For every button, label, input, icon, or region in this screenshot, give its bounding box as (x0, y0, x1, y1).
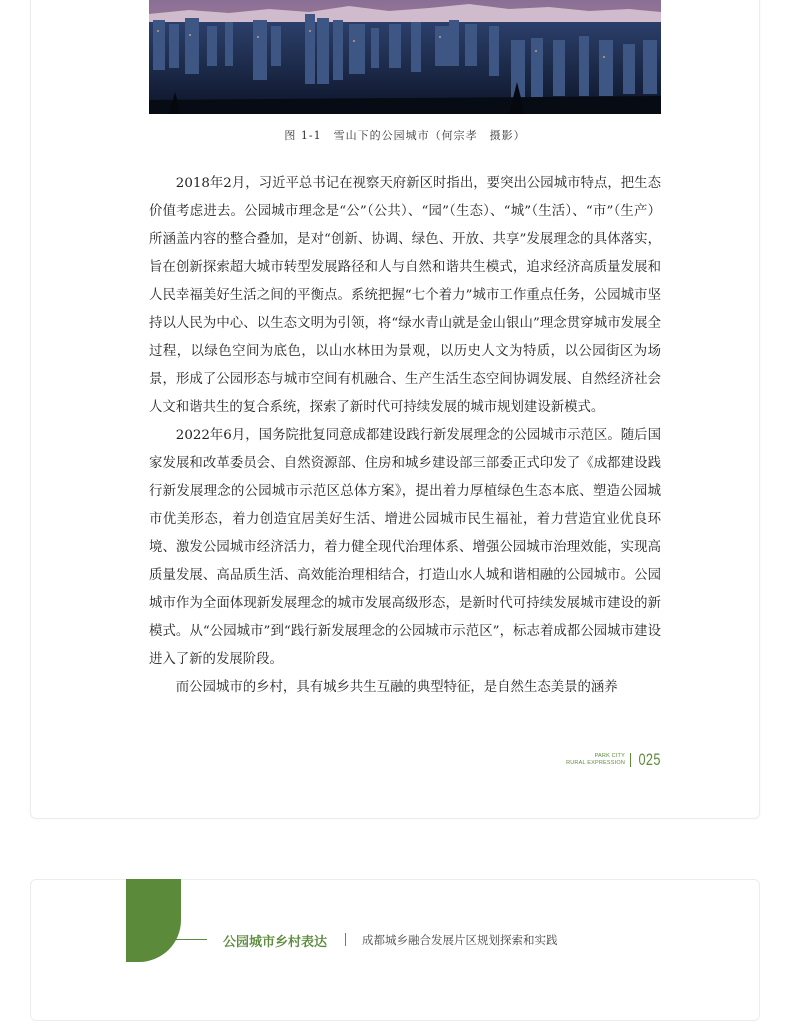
folio-line-1: PARK CITY (594, 753, 625, 759)
page-folio (540, 750, 661, 772)
folio-line-2: RURAL EXPRESSION (566, 760, 625, 766)
paragraph: 而公园城市的乡村，具有城乡共生互融的典型特征，是自然生态美景的涵养 (175, 680, 618, 695)
body-text (149, 170, 661, 702)
figure-caption: 图 1-1 雪山下的公园城市（何宗孝 摄影） (284, 129, 526, 142)
paragraph: 2022年6月，国务院批复同意成都建设践行新发展理念的公园城市示范区。随后国家发展和改革委员会、自然资源部、住房和城乡建设部三部委正式印发了《成都建设践行新发展理念的公园城市示范区总体方案》，提出着力厚植绿色生态本底、塑造公园城市优美形态，着力创造宜居美好生活、增进公园城市民生福祉，着力营造宜业优良环境、激发公园城市经济活力，着力健全现代治理体系、增强公园城市治理效能，实现高质量发展、高品质生活、高效能治理相结合，打造山水人城和谐相融的公园城市。公园城市作为全面体现新发展理念的城市发展高级形态，是新时代可持续发展城市建设的新模式。从“公园城市”到“践行新发展理念的公园城市示范区”，标志着成都公园城市建设进入了新的发展阶段。 (149, 428, 661, 667)
city-skyline-image (149, 0, 661, 114)
city-photo (149, 0, 661, 114)
page-number: 025 (638, 750, 661, 769)
running-header-title: 公园城市乡村表达 (223, 935, 328, 950)
header-separator (345, 933, 346, 946)
header-rule (155, 939, 207, 940)
paragraph: 2018年2月，习近平总书记在视察天府新区时指出，要突出公园城市特点，把生态价值考虑进去。公园城市理念是“公”（公共）、“园”（生态）、“城”（生活）、“市”（生产）所涵盖内容的整合叠加，是对“创新、协调、绿色、开放、共享”发展理念的具体落实，旨在创新探索超大城市转型发展路径和人与自然和谐共生模式，追求经济高质量发展和人民幸福美好生活之间的平衡点。系统把握“七个着力”城市工作重点任务，公园城市坚持以人民为中心、以生态文明为引领，将“绿水青山就是金山银山”理念贯穿城市发展全过程，以绿色空间为底色，以山水林田为景观，以历史人文为特质，以公园街区为场景，形成了公园形态与城市空间有机融合、生产生活生态空间协调发展、自然经济社会人文和谐共生的复合系统，探索了新时代可持续发展的城市规划建设新模式。 (149, 176, 661, 415)
folio-tagline (566, 753, 625, 767)
running-header-subtitle: 成都城乡融合发展片区规划探索和实践 (362, 933, 558, 947)
folio-divider (630, 753, 631, 767)
